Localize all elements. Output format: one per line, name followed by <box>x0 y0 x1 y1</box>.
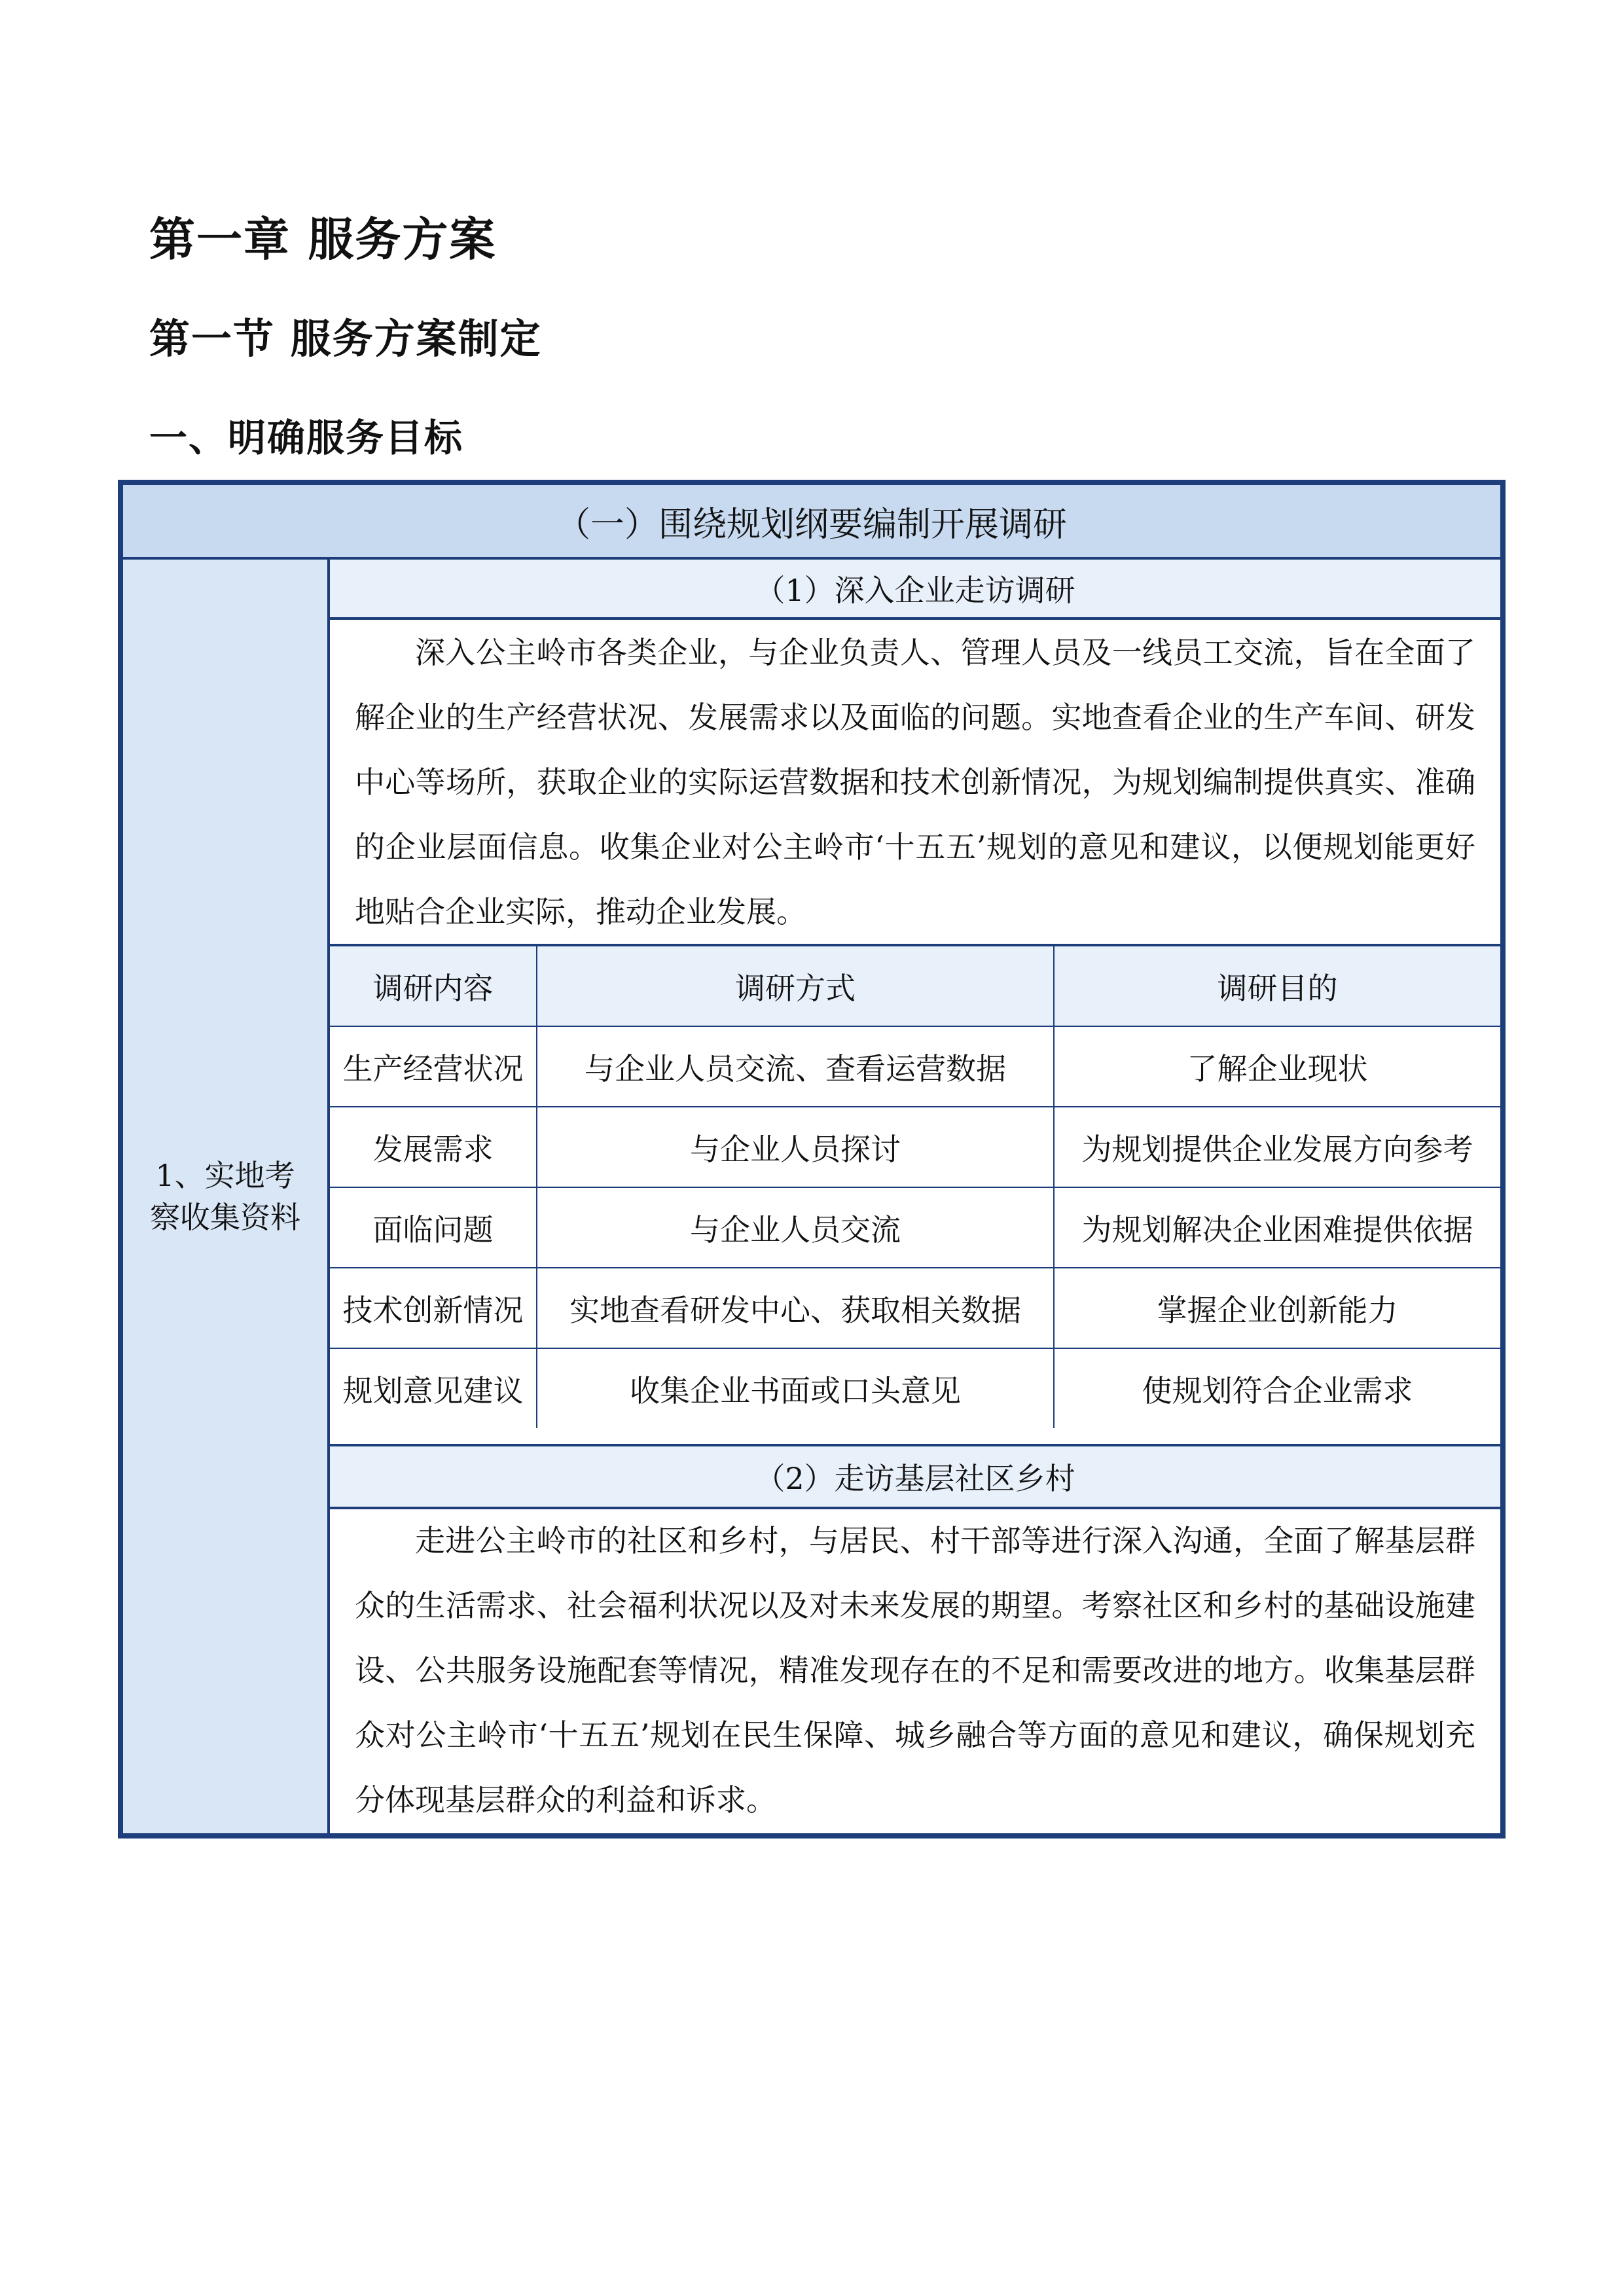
research-table <box>330 944 1500 1428</box>
table-cell: 与企业人员交流 <box>537 1187 1054 1268</box>
table-cell: 使规划符合企业需求 <box>1054 1348 1500 1428</box>
table-cell: 了解企业现状 <box>1054 1026 1500 1107</box>
table-row <box>330 1348 1500 1428</box>
chapter-title: 第一章 服务方案 <box>149 213 497 266</box>
table-header: 调研目的 <box>1054 945 1500 1026</box>
table-cell: 与企业人员交流、查看运营数据 <box>537 1026 1054 1107</box>
table-header: 调研内容 <box>330 945 537 1026</box>
subsection-title: 一、明确服务目标 <box>149 416 464 460</box>
table-cell: 规划意见建议 <box>330 1348 537 1428</box>
part1-paragraph: 深入公主岭市各类企业，与企业负责人、管理人员及一线员工交流，旨在全面了解企业的生产经营状况、发展需求以及面临的问题。实地查看企业的生产车间、研发中心等场所，获取企业的实际运营数据和技术创新情况，为规划编制提供真实、准确的企业层面信息。收集企业对公主岭市‘十五五’规划的意见和建议，以便规划能更好地贴合企业实际，推动企业发展。 <box>355 635 1475 929</box>
table-header-row <box>330 945 1500 1026</box>
table-cell: 为规划提供企业发展方向参考 <box>1054 1107 1500 1187</box>
research-box <box>118 480 1506 1839</box>
table-row <box>330 1026 1500 1107</box>
table-row <box>330 1107 1500 1187</box>
left-label: 1、实地考察收集资料 <box>150 1158 300 1235</box>
table-cell: 面临问题 <box>330 1187 537 1268</box>
part1-title: （1）深入企业走访调研 <box>330 560 1500 620</box>
left-label-cell <box>123 560 330 1833</box>
table-cell: 收集企业书面或口头意见 <box>537 1348 1054 1428</box>
table-cell: 实地查看研发中心、获取相关数据 <box>537 1268 1054 1348</box>
box-caption: （一）围绕规划纲要编制开展调研 <box>123 485 1500 560</box>
table-cell: 与企业人员探讨 <box>537 1107 1054 1187</box>
table-cell: 掌握企业创新能力 <box>1054 1268 1500 1348</box>
table-cell: 生产经营状况 <box>330 1026 537 1107</box>
part2-paragraph: 走进公主岭市的社区和乡村，与居民、村干部等进行深入沟通，全面了解基层群众的生活需求、社会福利状况以及对未来发展的期望。考察社区和乡村的基础设施建设、公共服务设施配套等情况，精准发现存在的不足和需要改进的地方。收集基层群众对公主岭市‘十五五’规划在民生保障、城乡融合等方面的意见和建议，确保规划充分体现基层群众的利益和诉求。 <box>355 1523 1475 1818</box>
table-row <box>330 1187 1500 1268</box>
table-row <box>330 1268 1500 1348</box>
table-header: 调研方式 <box>537 945 1054 1026</box>
table-cell: 发展需求 <box>330 1107 537 1187</box>
table-cell: 技术创新情况 <box>330 1268 537 1348</box>
section-title: 第一节 服务方案制定 <box>149 315 542 363</box>
part2-title: （2）走访基层社区乡村 <box>330 1444 1500 1509</box>
table-cell: 为规划解决企业困难提供依据 <box>1054 1187 1500 1268</box>
